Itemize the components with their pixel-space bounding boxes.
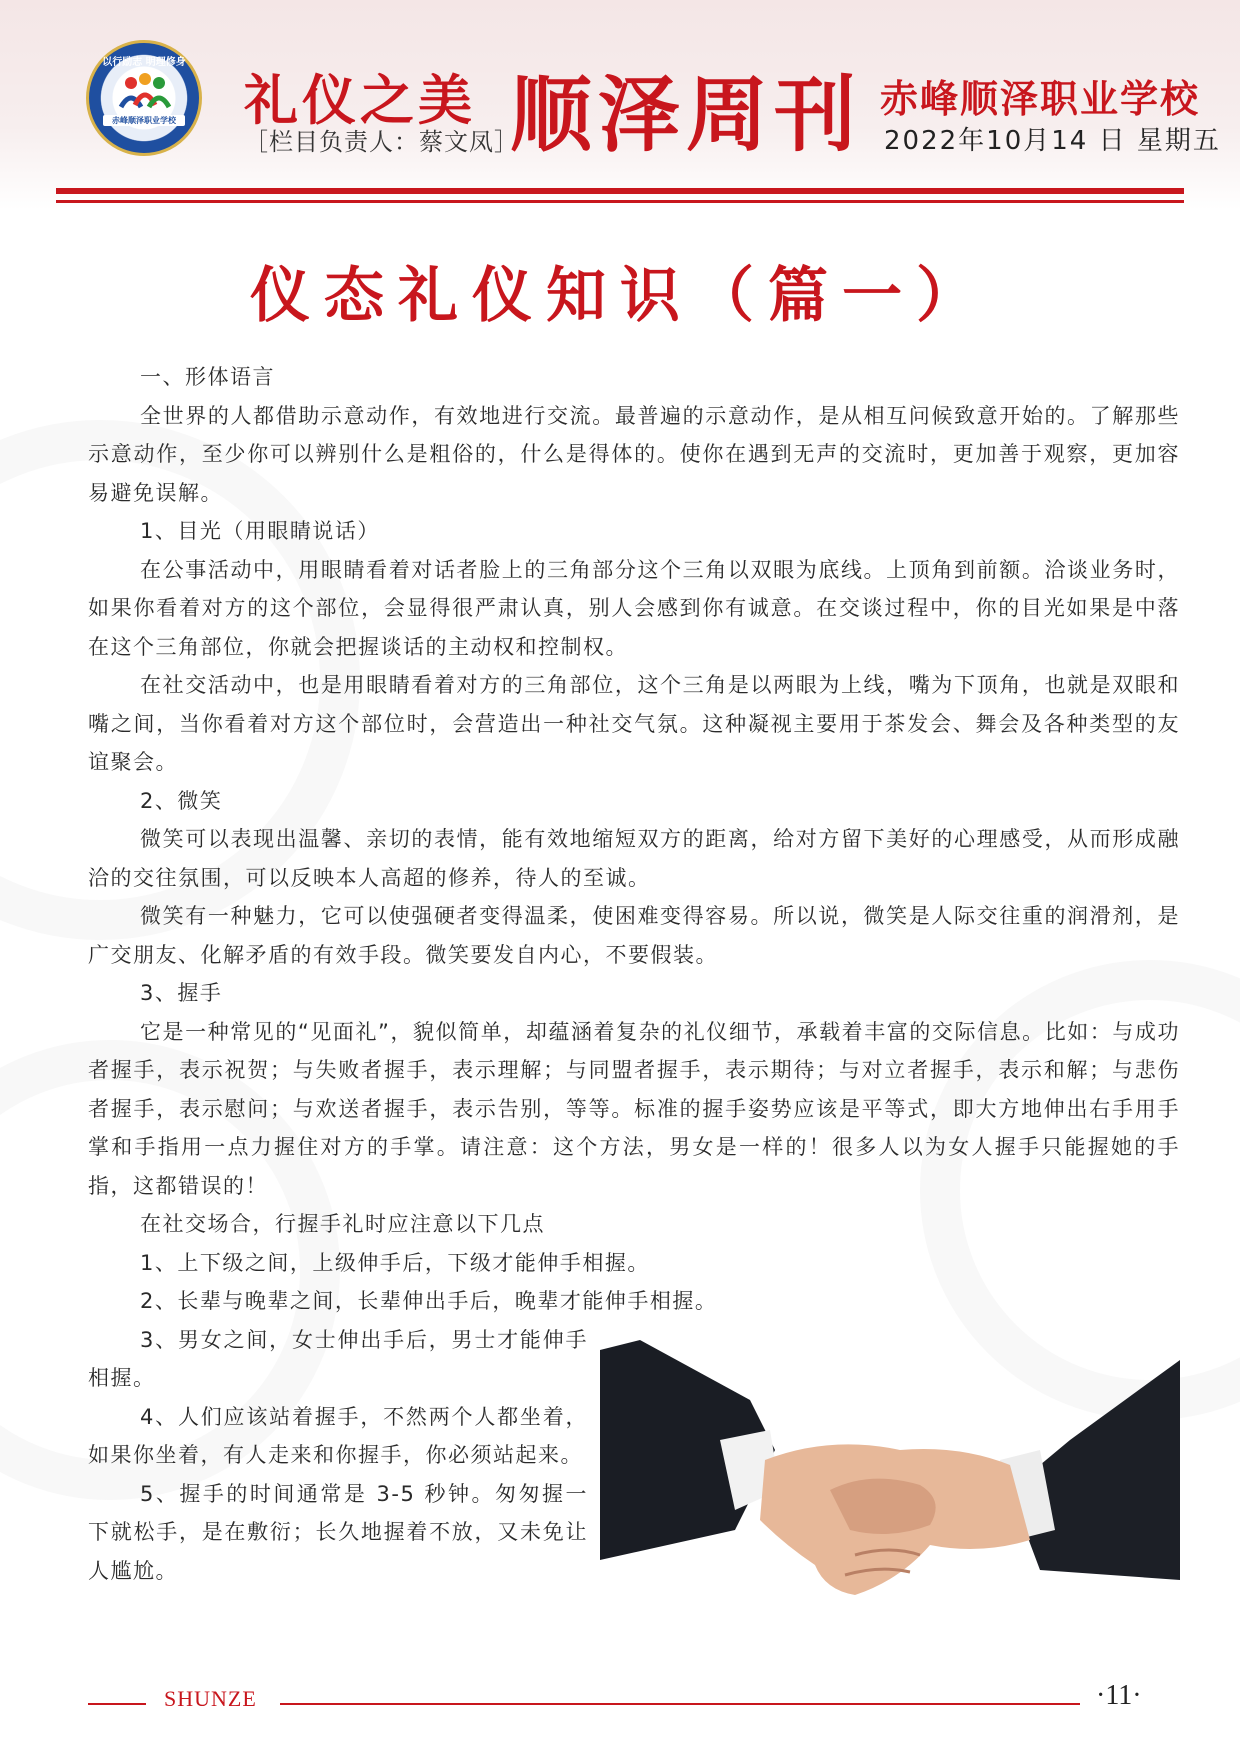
logo-school-name: 赤峰顺泽职业学校 [103, 115, 185, 126]
footer-rule-right [280, 1703, 1080, 1705]
subsection-heading: 2、微笑 [140, 788, 223, 813]
section-heading: 一、形体语言 [140, 365, 275, 389]
magazine-title: 顺泽周刊 [510, 67, 863, 163]
subsection-heading: 3、握手 [140, 981, 223, 1005]
school-logo [86, 40, 202, 156]
column-title: 礼仪之美 [244, 69, 476, 132]
header-rule-thick [56, 188, 1184, 194]
paragraph: 在社交活动中，也是用眼睛看着对方的三角部位，这个三角是以两眼为上线，嘴为下顶角，也就是双眼和嘴之间，当你看着对方这个部位时，会营造出一种社交气氛。这种凝视主要用于茶发会、舞会及各种类型的友谊聚会。 [88, 673, 1180, 774]
paragraph: 在社交场合，行握手礼时应注意以下几点 [140, 1212, 545, 1236]
header-rule-thin [56, 200, 1184, 203]
handshake-image [600, 1340, 1180, 1640]
article-title: 仪态礼仪知识（篇一） [250, 261, 990, 331]
subsection-heading: 1、目光（用眼睛说话） [140, 519, 380, 543]
list-item: 5、握手的时间通常是 3-5 秒钟。匆匆握一下就松手，是在敷衍；长久地握着不放，又未免让人尴尬。 [88, 1481, 588, 1583]
list-item: 3、男女之间，女士伸出手后，男士才能伸手相握。 [88, 1327, 588, 1390]
footer-rule-left [88, 1703, 146, 1705]
paragraph: 微笑可以表现出温馨、亲切的表情，能有效地缩短双方的距离，给对方留下美好的心理感受，从而形成融洽的交往氛围，可以反映本人高超的修养，待人的至诚。 [88, 827, 1180, 890]
page-number: ·11· [1096, 1680, 1142, 1711]
paragraph: 全世界的人都借助示意动作，有效地进行交流。最普遍的示意动作，是从相互问候致意开始的。了解那些示意动作，至少你可以辨别什么是粗俗的，什么是得体的。使你在遇到无声的交流时，更加善于观察，更加容易避免误解。 [88, 403, 1180, 505]
logo-people-icon [111, 71, 177, 121]
issue-date: 2022年10月14 日 星期五 [884, 126, 1221, 156]
paragraph: 在公事活动中，用眼睛看着对话者脸上的三角部分这个三角以双眼为底线。上顶角到前额。洽谈业务时，如果你看着对方的这个部位，会显得很严肃认真，别人会感到你有诚意。在交谈过程中，你的目光如果是中落在这个三角部位，你就会把握谈话的主动权和控制权。 [88, 557, 1180, 659]
footer-brand: SHUNZE [164, 1686, 257, 1711]
list-item: 4、人们应该站着握手，不然两个人都坐着，如果你坐着，有人走来和你握手，你必须站起来。 [88, 1404, 588, 1467]
list-item: 1、上下级之间，上级伸手后，下级才能伸手相握。 [140, 1250, 650, 1275]
paragraph: 微笑有一种魅力，它可以使强硬者变得温柔，使困难变得容易。所以说，微笑是人际交往重的润滑剂，是广交朋友、化解矛盾的有效手段。微笑要发自内心，不要假装。 [88, 904, 1180, 967]
column-owner: ［栏目负责人：蔡文凤］ [244, 128, 519, 156]
list-item: 2、长辈与晚辈之间，长辈伸出手后，晚辈才能伸手相握。 [140, 1289, 718, 1313]
logo-ring-text: 以行励志 明理修身 [102, 57, 186, 68]
paragraph: 它是一种常见的“见面礼”，貌似简单，却蕴涵着复杂的礼仪细节，承载着丰富的交际信息。比如：与成功者握手，表示祝贺；与失败者握手，表示理解；与同盟者握手，表示期待；与对立者握手，表示和解；与悲伤者握手，表示慰问；与欢送者握手，表示告别，等等。标准的握手姿势应该是平等式，即大方地伸出右手用手掌和手指用一点力握住对方的手掌。请注意：这个方法，男女是一样的！很多人以为女人握手只能握她的手指，这都错误的！ [88, 1019, 1180, 1198]
school-name: 赤峰顺泽职业学校 [880, 77, 1201, 121]
